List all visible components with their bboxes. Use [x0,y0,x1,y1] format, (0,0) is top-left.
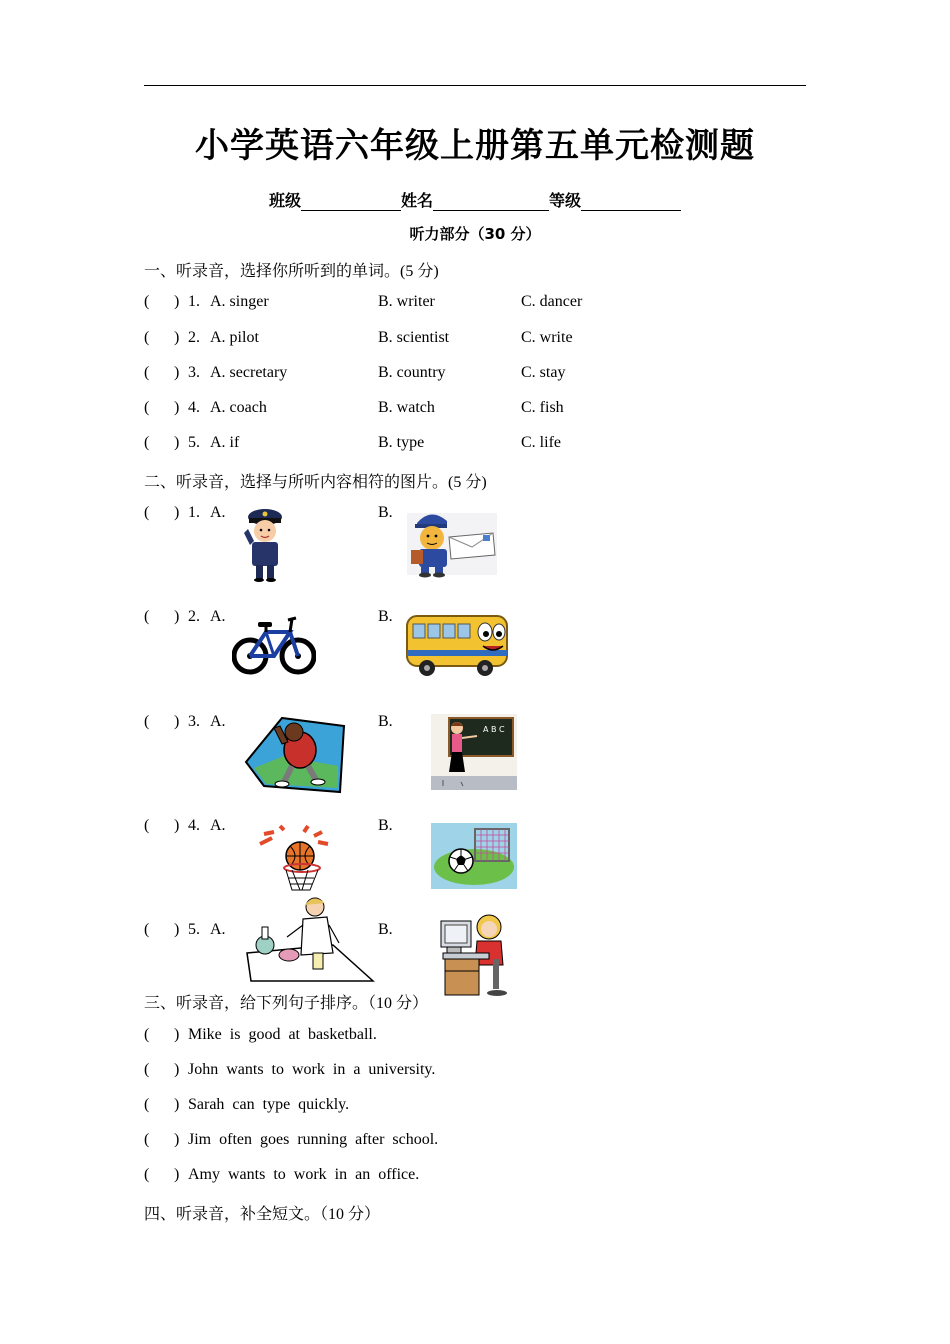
answer-bracket-close: ) [174,364,180,381]
answer-bracket-open[interactable]: ( [144,434,150,451]
section3-heading: 三、听录音，给下列句子排序。（10 分） [144,995,429,1012]
answer-bracket-open[interactable]: ( [144,399,150,416]
question-number: 2. [188,608,200,625]
scientist-icon [243,893,375,983]
page-title: 小学英语六年级上册第五单元检测题 [195,126,755,166]
option-a: A. singer [210,293,269,310]
option-a: A. coach [210,399,267,416]
answer-bracket-close: ) [174,921,180,938]
grade-blank[interactable] [581,192,681,211]
question-number: 4. [188,817,200,834]
option-b: B. [378,608,393,625]
sentence-text: John wants to work in a university. [188,1061,436,1078]
coach-icon [244,714,346,794]
option-b: B. [378,504,393,521]
class-label: 班级 [268,191,301,210]
answer-bracket-close: ) [174,817,180,834]
answer-bracket-open[interactable]: ( [144,504,150,521]
option-c: C. fish [521,399,564,416]
sentence-text: Mike is good at basketball. [188,1026,377,1043]
option-b: B. watch [378,399,435,416]
answer-bracket-close: ) [174,434,180,451]
answer-bracket-open[interactable]: ( [144,364,150,381]
listening-part-heading: 听力部分（30 分） [409,225,541,243]
option-a: A. [210,817,226,834]
option-a: A. [210,713,226,730]
bus-icon [405,612,512,678]
top-rule [144,85,806,86]
option-c: C. dancer [521,293,583,310]
option-b: B. [378,817,393,834]
svg-text:A B C: A B C [483,725,505,734]
question-number: 1. [188,293,200,310]
answer-bracket-close: ) [174,293,180,310]
option-a: A. pilot [210,329,259,346]
football-icon [431,823,517,889]
option-b: B. scientist [378,329,450,346]
name-blank[interactable] [433,192,549,211]
option-a: A. [210,504,226,521]
teacher-icon [431,714,517,790]
option-b: B. [378,921,393,938]
option-c: C. life [521,434,561,451]
option-b: B. writer [378,293,435,310]
answer-bracket-close: ) [174,1026,180,1043]
basketball-icon [256,824,332,896]
answer-bracket-close: ) [174,504,180,521]
option-c: C. stay [521,364,566,381]
section1-heading: 一、听录音，选择你所听到的单词。(5 分) [144,263,439,280]
class-blank[interactable] [301,192,401,211]
section4-heading: 四、听录音，补全短文。（10 分） [144,1206,381,1223]
sentence-text: Sarah can type quickly. [188,1096,350,1113]
name-label: 姓名 [400,191,433,210]
question-number: 3. [188,364,200,381]
question-number: 3. [188,713,200,730]
answer-bracket-open[interactable]: ( [144,1166,150,1183]
option-b: B. [378,713,393,730]
answer-bracket-open[interactable]: ( [144,608,150,625]
option-a: A. [210,921,226,938]
answer-bracket-open[interactable]: ( [144,1061,150,1078]
grade-label: 等级 [549,191,582,210]
answer-bracket-open[interactable]: ( [144,293,150,310]
option-b: B. type [378,434,425,451]
answer-bracket-open[interactable]: ( [144,1026,150,1043]
answer-bracket-close: ) [174,1166,180,1183]
policeman-icon [240,505,290,583]
answer-bracket-open[interactable]: ( [144,329,150,346]
answer-bracket-open[interactable]: ( [144,713,150,730]
answer-bracket-close: ) [174,1096,180,1113]
student-info [0,188,950,211]
sentence-text: Jim often goes running after school. [188,1131,439,1148]
section2-heading: 二、听录音，选择与所听内容相符的图片。(5 分) [144,474,487,491]
option-c: C. write [521,329,573,346]
question-number: 1. [188,504,200,521]
answer-bracket-open[interactable]: ( [144,921,150,938]
question-number: 2. [188,329,200,346]
option-b: B. country [378,364,446,381]
answer-bracket-close: ) [174,329,180,346]
option-a: A. secretary [210,364,288,381]
answer-bracket-close: ) [174,399,180,416]
answer-bracket-close: ) [174,1061,180,1078]
sentence-text: Amy wants to work in an office. [188,1166,420,1183]
answer-bracket-open[interactable]: ( [144,817,150,834]
postman-icon [403,505,500,578]
question-number: 4. [188,399,200,416]
answer-bracket-close: ) [174,1131,180,1148]
option-a: A. if [210,434,240,451]
answer-bracket-close: ) [174,608,180,625]
bike-icon [232,612,316,678]
question-number: 5. [188,921,200,938]
answer-bracket-open[interactable]: ( [144,1096,150,1113]
option-a: A. [210,608,226,625]
answer-bracket-close: ) [174,713,180,730]
secretary-icon [437,907,511,999]
answer-bracket-open[interactable]: ( [144,1131,150,1148]
question-number: 5. [188,434,200,451]
